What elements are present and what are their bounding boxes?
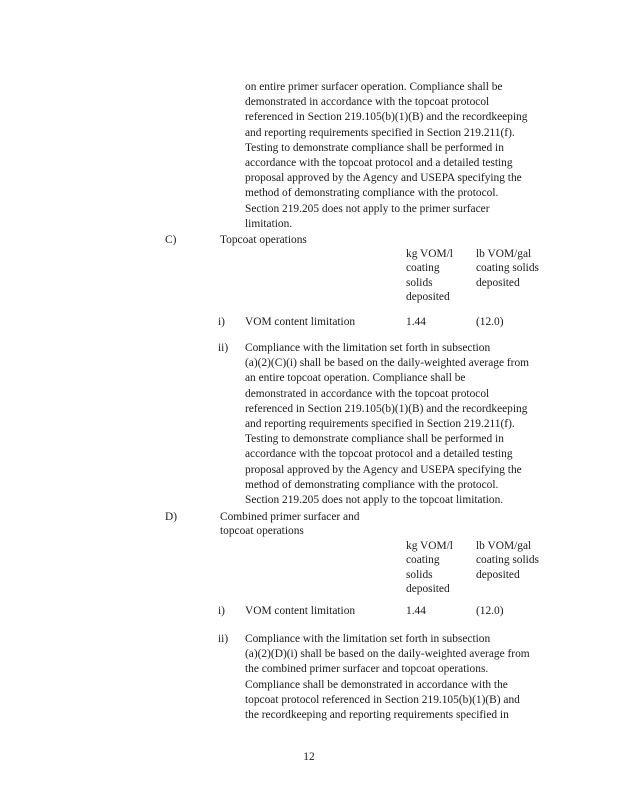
- header-line: deposited: [406, 291, 450, 304]
- text-line: accordance with the topcoat protocol and a detailed testing: [245, 448, 513, 461]
- title-line: Combined primer surfacer and: [220, 511, 360, 523]
- text-line: Compliance with the limitation set forth in subsection: [245, 633, 491, 645]
- section-d-item-i-lb: (12.0): [476, 605, 504, 617]
- page-number: 12: [303, 751, 315, 763]
- text-line: method of demonstrating compliance with the protocol.: [245, 478, 499, 491]
- header-line: solids: [406, 276, 433, 289]
- text-line: Section 219.205 does not apply to the topcoat limitation.: [245, 493, 504, 506]
- section-d-item-i-label: i): [218, 605, 225, 617]
- text-line: Compliance with the limitation set forth in subsection: [245, 342, 491, 354]
- section-d-label: D): [165, 511, 178, 523]
- text-line: Section 219.205 does not apply to the primer surfacer: [245, 202, 490, 215]
- header-line: deposited: [476, 276, 520, 289]
- text-line: Testing to demonstrate compliance shall be performed in: [245, 141, 504, 154]
- section-c-title: Topcoat operations: [220, 234, 307, 246]
- text-line: (a)(2)(C)(i) shall be based on the daily-weighted average from: [245, 357, 530, 370]
- header-line: lb VOM/gal: [476, 248, 532, 260]
- text-line: on entire primer surfacer operation. Compliance shall be: [245, 81, 503, 93]
- section-d-title: [220, 510, 360, 539]
- text-line: method of demonstrating compliance with the protocol.: [245, 187, 499, 200]
- text-line: limitation.: [245, 217, 293, 230]
- section-c-kg-header: [406, 247, 453, 305]
- section-d-kg-header: [406, 539, 453, 597]
- section-c-item-i-text: VOM content limitation: [245, 316, 356, 328]
- section-d-lb-header: [476, 539, 539, 582]
- section-c-item-i-lb: (12.0): [476, 316, 504, 328]
- header-line: deposited: [476, 568, 520, 581]
- header-line: deposited: [406, 583, 450, 596]
- text-line: Testing to demonstrate compliance shall be performed in: [245, 433, 504, 446]
- text-line: and reporting requirements specified in Section 219.211(f).: [245, 126, 515, 139]
- header-line: solids: [406, 568, 433, 581]
- section-c-lb-header: [476, 247, 539, 290]
- text-line: referenced in Section 219.105(b)(1)(B) and the recordkeeping: [245, 402, 528, 415]
- text-line: referenced in Section 219.105(b)(1)(B) and the recordkeeping: [245, 111, 528, 124]
- text-line: proposal approved by the Agency and USEPA specifying the: [245, 172, 522, 185]
- section-d-item-i-text: VOM content limitation: [245, 605, 356, 617]
- text-line: and reporting requirements specified in Section 219.211(f).: [245, 417, 515, 430]
- section-d-item-ii-paragraph: [245, 632, 530, 723]
- text-line: demonstrated in accordance with the topcoat protocol: [245, 387, 490, 400]
- section-c-item-ii-paragraph: [245, 341, 529, 508]
- header-line: lb VOM/gal: [476, 540, 532, 552]
- text-line: accordance with the topcoat protocol and a detailed testing: [245, 156, 513, 169]
- section-d-item-i-kg: 1.44: [406, 605, 426, 617]
- text-line: an entire topcoat operation. Compliance shall be: [245, 372, 466, 385]
- section-c-item-ii-label: ii): [218, 342, 229, 354]
- text-line: Compliance shall be demonstrated in accordance with the: [245, 678, 508, 691]
- section-d-item-ii-label: ii): [218, 633, 229, 645]
- title-line: topcoat operations: [220, 525, 304, 538]
- text-line: the recordkeeping and reporting requirements specified in: [245, 708, 509, 721]
- header-line: coating solids: [476, 262, 539, 275]
- header-line: coating: [406, 554, 440, 567]
- text-line: the combined primer surfacer and topcoat operations.: [245, 663, 489, 676]
- text-line: topcoat protocol referenced in Section 219.105(b)(1)(B) and: [245, 693, 520, 706]
- section-c-label: C): [165, 234, 177, 246]
- section-c-item-i-label: i): [218, 316, 225, 328]
- text-line: demonstrated in accordance with the topcoat protocol: [245, 96, 490, 109]
- header-line: kg VOM/l: [406, 540, 453, 552]
- section-c-item-i-kg: 1.44: [406, 316, 426, 328]
- text-line: proposal approved by the Agency and USEPA specifying the: [245, 463, 522, 476]
- text-line: (a)(2)(D)(i) shall be based on the daily-weighted average from: [245, 648, 530, 661]
- intro-paragraph: [245, 80, 527, 232]
- header-line: coating: [406, 262, 440, 275]
- header-line: coating solids: [476, 554, 539, 567]
- header-line: kg VOM/l: [406, 248, 453, 260]
